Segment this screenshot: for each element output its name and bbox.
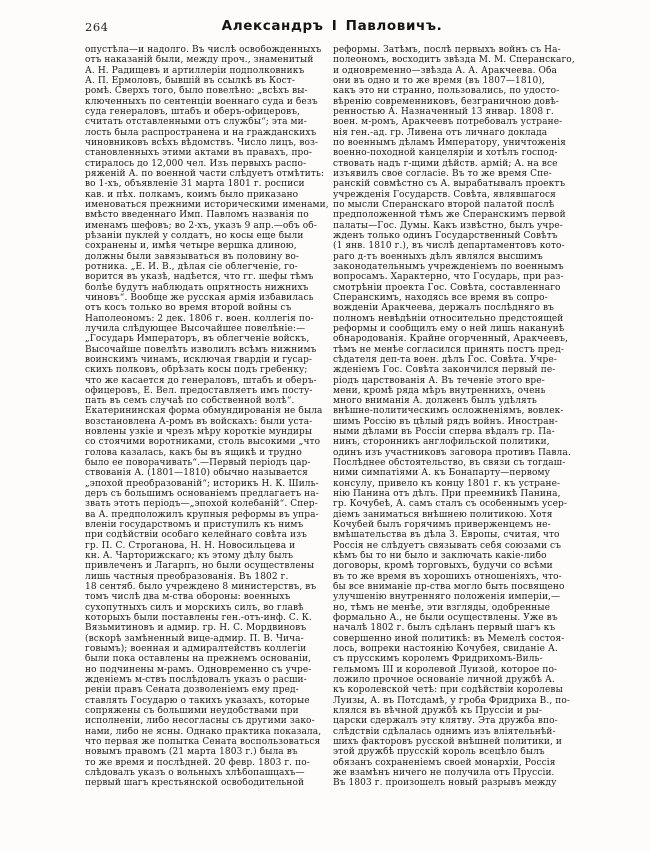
text-line: опустѣла—и надолго. Въ числѣ освобожденныхъ [85,45,322,55]
text-line: въ то же время въ хорошихъ отношеніяхъ, что- [333,571,562,582]
text-line: что первая же попытка Сената воспользоваться [85,736,321,747]
text-line: Послѣднее обстоятельство, въ связи съ тогдаш- [333,458,566,469]
text-line: пать въ семъ случаѣ по собственной волѣ“. [85,396,295,407]
text-line: шихъ факторовъ русской внѣшней политики, и [333,736,563,747]
text-line: вопросамъ. Характерно, что Государь, при раз- [333,272,564,283]
text-line: А. П. Ермоловъ, бывшій въ ссылкѣ въ Кост- [85,75,295,86]
text-column-right [333,45,578,789]
text-line: отъ наказаній были, между проч., знаменитый [85,55,314,66]
text-line: много вниманія А. долженъ былъ удѣлять [333,396,537,407]
text-line: деръ съ большимъ основаніемъ предлагаетъ на- [85,489,319,500]
text-line: Кочубей былъ горячимъ приверженцемъ не- [333,520,551,531]
text-line: полномъ невѣдѣніи относительно предстоящей [333,313,564,324]
text-line: томъ числѣ два м-ства обороны: военныхъ [85,592,291,603]
text-line: діемъ заниматься внѣшнею политикою. Хотя [333,509,553,520]
text-line: ставлять Государю о такихъ указахъ, которые [85,695,310,706]
text-column-left [85,45,330,789]
text-line: бы все вниманіе пр-ства могло быть посвящено [333,582,565,593]
text-line: тѣмъ не менѣе согласился принять постъ пред- [333,344,564,355]
text-line: становленныхъ этими актами въ правахъ, про- [85,148,313,159]
text-line: по мысли Сперанскаго второй палатой послѣ [333,199,555,210]
text-line: воинскимъ чинамъ, исключая гвардіи и гусар- [85,354,313,365]
page-number: 264 [85,20,109,34]
text-line: нинъ, сторонникъ англофильской политики, [333,437,550,448]
text-line: ными дѣлами въ Россіи сперва вѣдалъ гр. Па- [333,427,555,438]
text-line: во 1-хъ, объявленіе 31 марта 1801 г. росписи [85,179,305,190]
text-line: то же время и послѣдней. 20 февр. 1803 г. по- [85,757,310,768]
text-line: Луизы, А. въ Потсдамѣ, у гроба Фридриха В., по- [333,695,571,706]
text-line: изъявилъ свое согласіе. Въ то же время Спе- [333,168,552,179]
text-line: кѣмъ бы то ни было и заключать какіе-либо [333,551,547,562]
text-line: считать отставленными отъ службы“; эта ми- [85,117,307,128]
text-line: лишь частныя преобразованія. Въ 1802 г. [85,571,289,582]
text-line: жденъ только одинъ Государственный Совѣтъ [333,230,558,241]
text-line: жденіемъ м-ствъ послѣдовалъ указъ о расши- [85,675,307,686]
text-line: лось, вопреки настоянію Кочубея, свиданіе А. [333,644,558,655]
text-line: болѣе будутъ наблюдать опрятность нижнихъ [85,282,309,293]
text-line: вѣренію современниковъ, безграничною довѣ- [333,96,559,107]
text-line: Въ 1803 г. произошелъ новый разрывъ между [333,778,557,789]
text-line: стиралось до 12,000 чел. Изъ первыхъ распо- [85,158,307,169]
text-line: слѣдствіи сдѣлалась однимъ изъ вліятельнѣй- [333,726,556,737]
text-line: А. Н. Радищевъ и артиллеріи подполковникъ [85,65,305,76]
text-line: новымъ правомъ (21 марта 1803 г.) была въ [85,747,298,758]
text-line: шимъ Россію въ цѣлый рядъ войнъ. Иностран- [333,416,558,427]
text-line: звать этотъ періодъ—„эпохой колебаній“. Спер- [85,499,318,510]
text-line: должны были завязываться въ половину во- [85,251,300,262]
text-line: обнародованія. Крайне огорченный, Аракчеевъ, [333,334,569,345]
text-line: чиновниковъ всѣхъ вѣдомствъ. Число лицъ, воз- [85,137,319,148]
text-line: ренностью А. Назначенный 13 январ. 1808 г. [333,106,554,117]
text-line: реформы и сообщилъ ему о ней лишь наканунѣ [333,323,565,334]
text-line: Наполеономъ: 2 дек. 1806 г. воен. коллегія по- [85,313,314,324]
text-line: Россія не слѣдуетъ связывать себя союзами съ [333,540,562,551]
text-line: съ прусскимъ королемъ Фридрихомъ-Виль- [333,654,543,665]
text-line: со стоячими воротниками, столь высокими „что [85,437,321,448]
text-line: къ королевской четѣ: при содѣйствіи королевы [333,685,563,696]
text-line: слѣдовалъ указъ о вольныхъ хлѣбопашцахъ— [85,767,305,778]
text-line: и одновременно—звѣзда А. А. Аракчеева. Оба [333,65,557,76]
text-line: ствованія А. (1801—1810) обычно называется [85,468,308,479]
text-line: реформы. Затѣмъ, послѣ первыхъ войнъ съ На- [333,45,561,55]
text-line: вожденіи Аракчеева, держалъ послѣдняго въ [333,303,554,314]
text-line: что же касается до генераловъ, штабъ и оберъ- [85,375,317,386]
text-line: вмѣшательства въ дѣла З. Европы, считая, что [333,530,560,541]
text-line: Екатерининская форма обмундированія не была [85,406,323,417]
text-line: ствовать надъ г-щими дѣйств. армій; А. на все [333,158,558,169]
text-line: царски сдержалъ эту клятву. Эта дружба впо- [333,716,558,727]
text-line: учрежденія Государств. Совѣта, являвшагося [333,189,556,200]
text-line: (1 янв. 1810 г.), въ числѣ департаментовъ кото- [333,241,565,252]
text-line: (вскорѣ замѣненный вице-адмир. П. В. Чича- [85,633,304,644]
text-line: воен. м-ромъ, Аракчеевъ потребовалъ устране- [333,117,563,128]
text-line: первый шагъ крестьянской освободительной [85,778,305,789]
text-line: сѣдателя деп-та воен. дѣлъ Гос. Совѣта. Учре- [333,354,557,365]
text-line: вленіи государствомъ и приступилъ къ нимъ [85,520,304,531]
text-line: Сперанскимъ, находясь все время въ сопро- [333,292,548,303]
text-line: скихъ полковъ, обрѣзать косы подъ гребенку; [85,365,308,376]
text-line: ва А. предположилъ крупныя реформы въ упра- [85,509,319,520]
text-line: военно-походной канцеляріи и хотѣлъ господ- [333,148,558,159]
text-line: ворится въ указѣ, надѣется, что гг. шефы тѣмъ [85,272,314,283]
text-line: внѣшне-политическимъ осложненіямъ, вовлек- [333,406,564,417]
text-line: клялся въ вѣчной дружбѣ къ Пруссіи и ры- [333,706,543,716]
text-line: нію Панина отъ дѣлъ. При преемникѣ Панина, [333,489,561,500]
text-line: какъ это ни странно, пользовались, по удосто- [333,86,560,97]
text-line: которыхъ были поставлены ген.-отъ-инф. С. К. [85,613,312,624]
text-line: было ее поворачивать“.—Первый періодъ цар- [85,458,311,469]
text-line: полеономъ, восходитъ звѣзда М. М. Сперанскаго, [333,55,575,66]
text-line: говымъ); военная и адмиралтействъ коллегіи [85,644,307,655]
text-line: именамъ шефовъ; во 2-хъ, указъ 9 апр.—объ об- [85,220,317,231]
text-line: были пока оставлены на прежнемъ основаніи, [85,654,312,665]
text-line: совершенно иной политикѣ: въ Мемелѣ состоя- [333,633,565,644]
text-line: при содѣйствіи особаго келейнаго совѣта изъ [85,530,307,541]
text-line: чиновъ“. Вообще же русская армія избавилась [85,292,314,303]
text-line: одинъ изъ участниковъ заговора противъ Павла. [333,447,571,458]
text-line: началѣ 1802 г. былъ сдѣланъ первый шагъ къ [333,623,556,634]
text-line: ріодъ царствованія А. Въ теченіе этого вре- [333,375,545,386]
text-line: по военнымъ дѣламъ Императору, уничтоженія [333,137,566,148]
text-line: гр. П. С. Строганова, Н. Н. Новосильцева и [85,540,296,551]
text-line: мени, кромѣ ряда мѣръ внутреннихъ, очень [333,385,546,396]
text-line: вмѣсто введеннаго Имп. Павломъ названія по [85,210,309,221]
text-line: этой дружбѣ прусскій король всецѣло былъ [333,747,545,758]
page-header [85,18,579,36]
text-line: консулу, привело къ концу 1801 г. къ устране- [333,478,561,489]
text-line: лость была распространена и на гражданскихъ [85,127,317,138]
text-line: кн. А. Чарторижскаго; къ этому дѣлу былъ [85,551,294,562]
text-line: ключенныхъ по сентенціи военнаго суда и безъ [85,96,318,107]
text-line: ротника. „Е. И. В., дѣлая сіе облегченіе, го- [85,261,298,272]
text-line: раго д-тъ военныхъ дѣлъ являлся высшимъ [333,251,543,262]
text-line: сопряжены съ большими неудобствами при [85,706,299,716]
text-line: нія ген.-ад. гр. Ливена отъ личнаго доклада [333,127,548,138]
text-line: 18 сентяб. было учреждено 8 министерствъ, въ [85,582,317,593]
text-line: предположенной тѣмъ же Сперанскимъ первой [333,210,566,221]
text-line: ложило прочное основаніе личной дружбѣ А. [333,675,555,686]
text-line: рѣзаніи пуклей у солдатъ, но косы еще были [85,230,304,241]
text-line: суда генераловъ, штабъ и оберъ-офицеровъ, [85,106,301,117]
text-line: „эпохой преобразованій“; историкъ Н. К. Шиль- [85,478,319,489]
text-line: формально А., не были осуществлены. Уже въ [333,613,558,624]
text-line: законодательнымъ учрежденіемъ по военнымъ [333,261,564,272]
page-title: Александръ I Павловичъ. [221,18,443,34]
text-line: ряженій А. по военной части слѣдуетъ отмѣтить: [85,168,325,179]
text-line: Высочайше повелѣть изволилъ всѣмъ нижнимъ [85,344,317,355]
text-line: привлеченъ и Лагарпъ, но были осуществлены [85,561,315,572]
text-line: исполненіи, либо несогласны съ другими зако- [85,716,315,727]
text-line: сухопутныхъ силъ и морскихъ силъ, во главѣ [85,602,304,613]
text-line: реніи правъ Сената дозволеніемъ ему пред- [85,685,299,696]
text-line: кав. и пѣх. полкамъ, коимъ было приказано [85,189,299,200]
text-line: договоры, кромѣ торговыхъ, будучи со всѣми [333,561,553,572]
text-line: палаты—Гос. Думы. Какъ извѣстно, былъ учре- [333,220,563,231]
text-line: но, тѣмъ не менѣе, эти взгляды, одобренные [333,602,551,613]
text-line: ними симпатіями А. къ Бонапарту—первому [333,468,550,479]
text-line: голова казалась, какъ бы въ ящикѣ и трудно [85,447,302,458]
text-line: обязанъ сохраненіемъ своей монархіи, Россія [333,757,556,768]
text-line: возстановлена А-ромъ въ войскахъ: были уста- [85,416,313,427]
text-line: гельмомъ III и королевой Луизой, которое по- [333,664,558,675]
text-line: смотрѣніи проекта Гос. Совѣта, составленнаго [333,282,561,293]
text-line: же взамѣнъ ничего не получила отъ Пруссіи. [333,767,555,778]
text-line: но подчинены м-рамъ. Одновременно съ учре- [85,664,312,675]
text-line: гр. Кочубеѣ, А. самъ сталъ съ особеннымъ усер- [333,499,568,510]
text-line: офицеровъ, Е. Вел. предоставляетъ имъ посту- [85,385,313,396]
text-line: улучшенію внутренняго положенія имперіи,— [333,592,561,603]
text-line: они въ одно и то же время (въ 1807—1810), [333,75,545,86]
text-line: сохранены и, имѣя четыре вершка длиною, [85,241,297,252]
text-line: „Государь Императоръ, въ облегченіе войскъ, [85,334,310,345]
text-line: ранскій совмѣстно съ А. вырабатывалъ проектъ [333,179,566,190]
text-line: новлены узкіе и чрезъ мѣру короткіе мундиры [85,427,313,438]
text-line: ромѣ. Сверхъ того, было повелѣно: „всѣхъ вы- [85,86,308,97]
text-line: жденіемъ Гос. Совѣта закончился первый пе- [333,365,556,376]
text-line: лучила слѣдующее Высочайшее повелѣніе:— [85,323,306,334]
text-line: нами, либо не ясны. Однако практика показала, [85,726,322,737]
text-line: именоваться прежними историческими именами, [85,199,329,210]
text-line: отъ косъ только во время второй войны съ [85,303,292,314]
text-line: Вязьмитиновъ и адмир. гр. Н. С. Мордвиновъ [85,623,307,634]
